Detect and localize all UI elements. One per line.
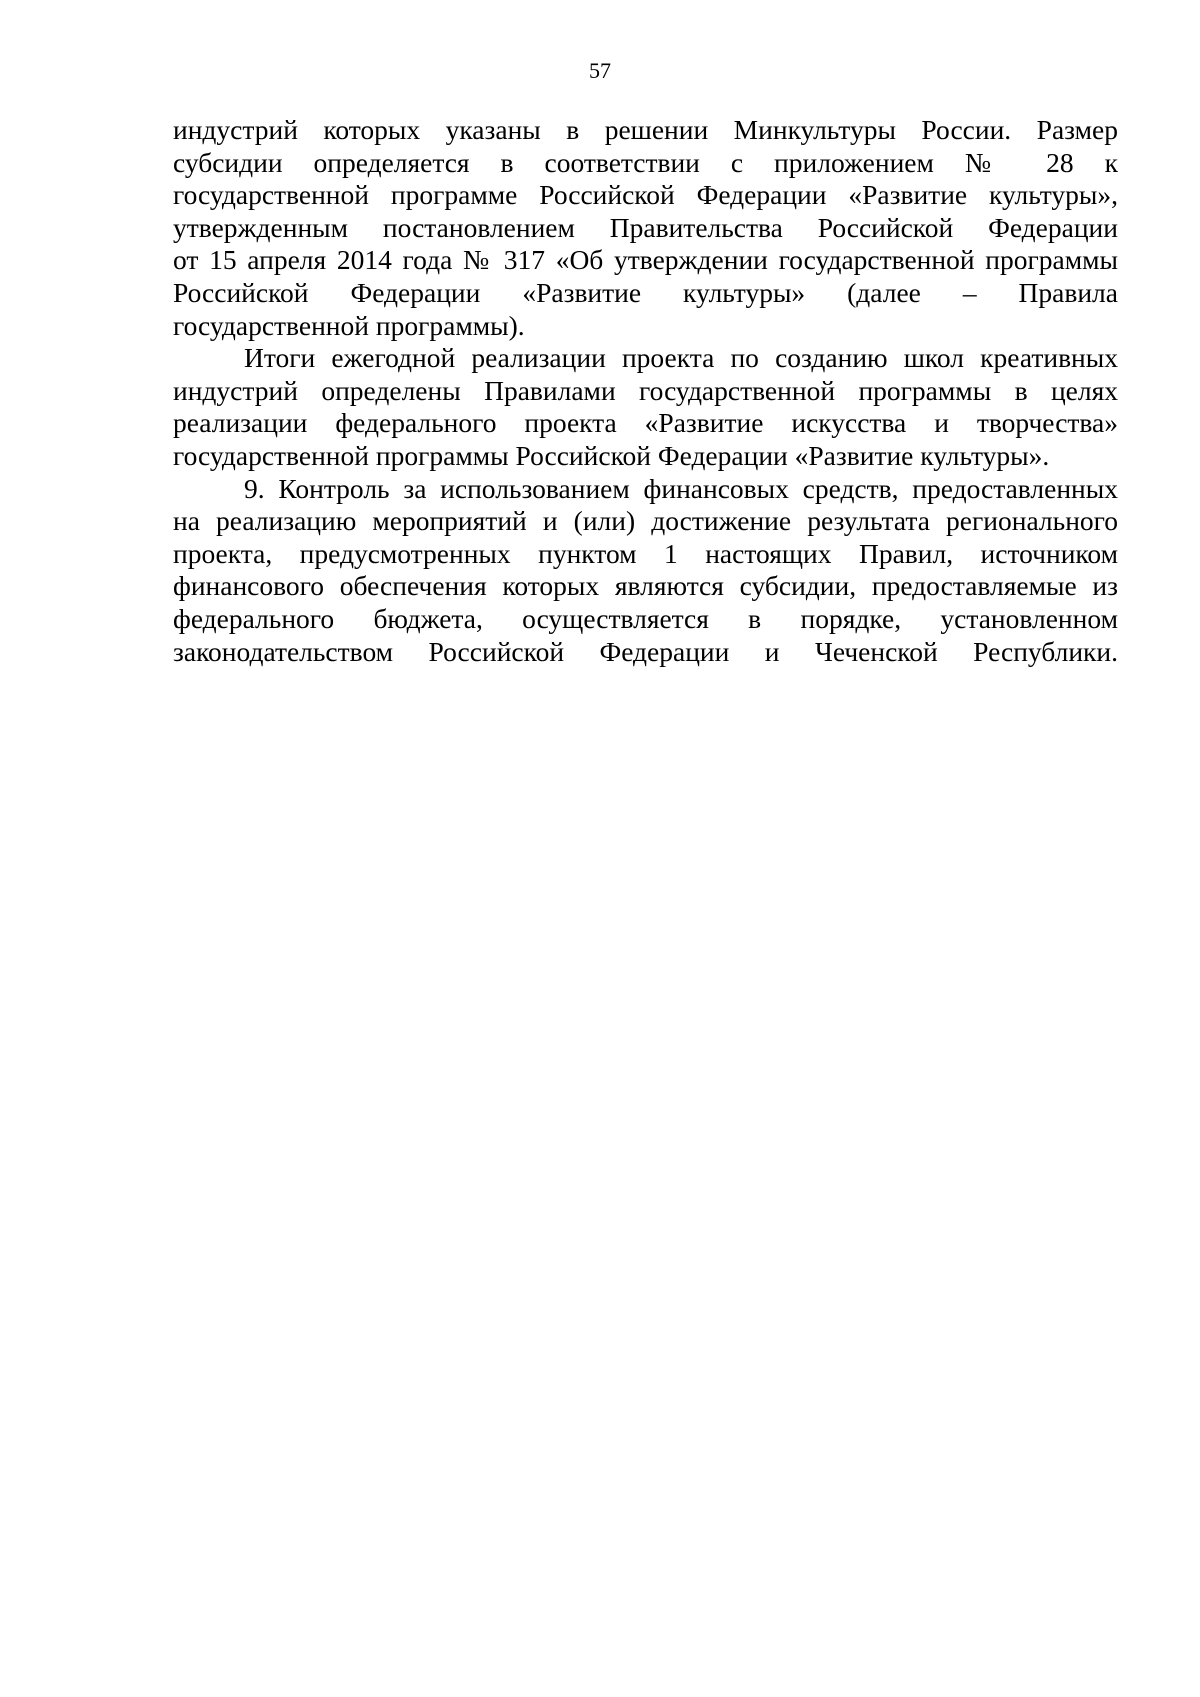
document-body [173,114,1118,668]
text-line: проекта, предусмотренных пунктом 1 настоящих Правил, источником [173,537,1118,569]
text-line: 9. Контроль за использованием финансовых средств, предоставленных [244,472,1118,504]
paragraph-9-control [173,473,1118,669]
text-line: финансового обеспечения которых являются субсидии, предоставляемые из [173,570,1118,602]
text-line: государственной программы Российской Федерации «Развитие культуры». [173,439,1050,471]
text-line: от 15 апреля 2014 года № 317 «Об утверждении государственной программы [173,244,1118,276]
text-line: государственной программе Российской Федерации «Развитие культуры», [173,179,1118,211]
text-line: законодательством Российской Федерации и Чеченской Республики. [173,635,1118,667]
paragraph-project-results [173,342,1118,472]
text-line: государственной программы). [173,309,525,341]
text-line: Итоги ежегодной реализации проекта по созданию школ креативных [244,342,1118,374]
text-line: индустрий определены Правилами государственной программы в целях [173,374,1118,406]
text-line: реализации федерального проекта «Развитие искусства и творчества» [173,407,1118,439]
text-line: субсидии определяется в соответствии с приложением № 28 к [173,146,1118,178]
page-number: 57 [589,58,611,83]
text-line: индустрий которых указаны в решении Минкультуры России. Размер [173,114,1118,145]
paragraph-subsidy-size [173,114,1118,342]
text-line: на реализацию мероприятий и (или) достижение результата регионального [173,505,1118,537]
text-line: федерального бюджета, осуществляется в порядке, установленном [173,602,1118,634]
text-line: утвержденным постановлением Правительства Российской Федерации [173,211,1118,243]
text-line: Российской Федерации «Развитие культуры» (далее – Правила [173,276,1118,308]
